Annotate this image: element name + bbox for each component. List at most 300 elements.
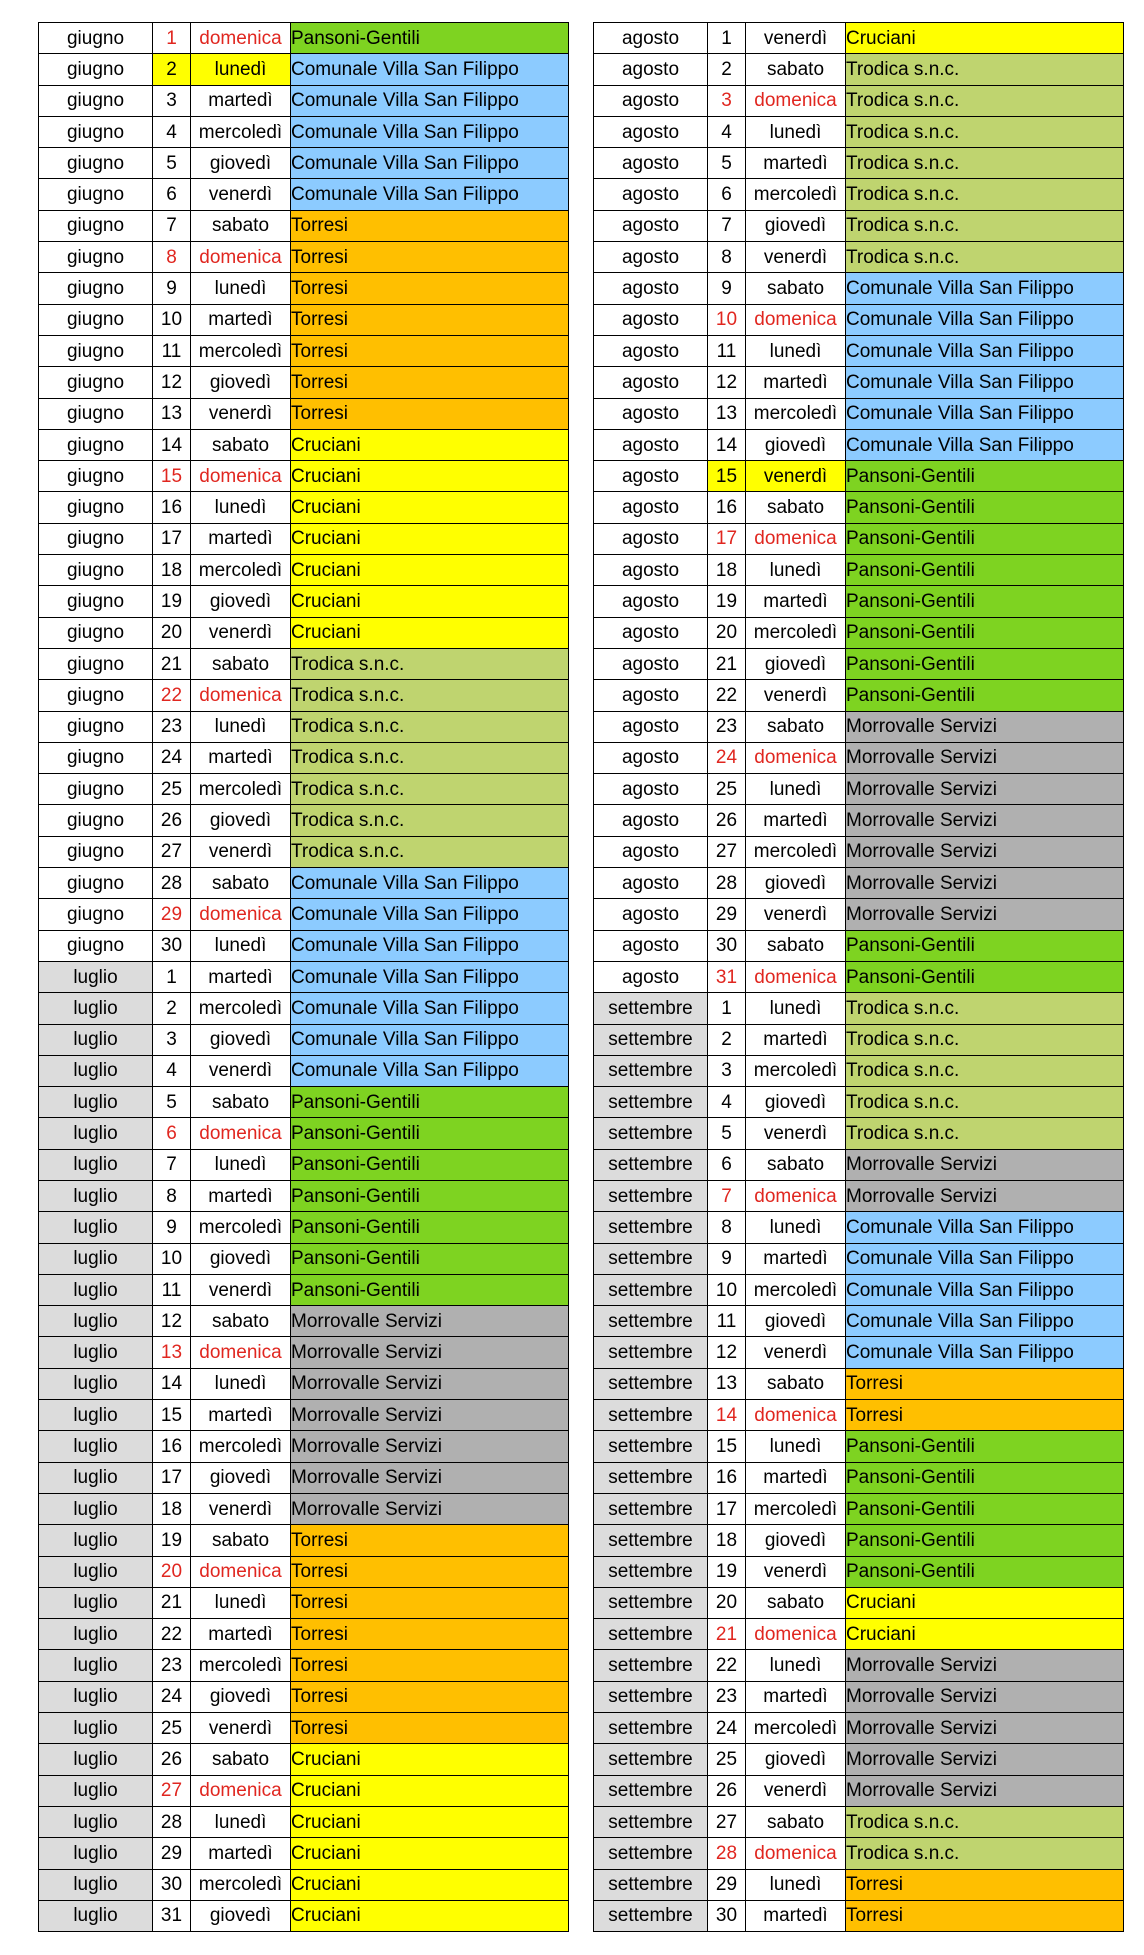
- weekday-cell: venerdì: [191, 1055, 291, 1086]
- assignee-cell: Comunale Villa San Filippo: [291, 1024, 569, 1055]
- table-row: [39, 680, 569, 711]
- table-row: [594, 85, 1124, 116]
- assignee-cell: Comunale Villa San Filippo: [846, 1337, 1124, 1368]
- weekday-cell: lunedì: [191, 930, 291, 961]
- assignee-cell: Cruciani: [846, 23, 1124, 54]
- weekday-cell: giovedì: [191, 1024, 291, 1055]
- day-number-cell: 13: [153, 398, 191, 429]
- assignee-cell: Torresi: [291, 398, 569, 429]
- weekday-cell: mercoledì: [746, 836, 846, 867]
- day-number-cell: 29: [708, 1869, 746, 1900]
- assignee-cell: Cruciani: [291, 1775, 569, 1806]
- day-number-cell: 26: [708, 805, 746, 836]
- table-row: [39, 1180, 569, 1211]
- day-number-cell: 26: [153, 805, 191, 836]
- day-number-cell: 6: [708, 179, 746, 210]
- table-row: [39, 54, 569, 85]
- month-cell: luglio: [39, 1775, 153, 1806]
- month-cell: giugno: [39, 273, 153, 304]
- day-number-cell: 11: [153, 335, 191, 366]
- table-row: [594, 1149, 1124, 1180]
- day-number-cell: 2: [708, 54, 746, 85]
- table-row: [594, 617, 1124, 648]
- day-number-cell: 30: [153, 1869, 191, 1900]
- weekday-cell: sabato: [746, 54, 846, 85]
- month-cell: settembre: [594, 1243, 708, 1274]
- assignee-cell: Trodica s.n.c.: [846, 85, 1124, 116]
- table-row: [594, 1493, 1124, 1524]
- month-cell: luglio: [39, 961, 153, 992]
- table-row: [594, 461, 1124, 492]
- month-cell: luglio: [39, 1024, 153, 1055]
- table-row: [39, 148, 569, 179]
- table-row: [39, 1337, 569, 1368]
- assignee-cell: Torresi: [846, 1900, 1124, 1931]
- weekday-cell: giovedì: [746, 1306, 846, 1337]
- day-number-cell: 14: [708, 1400, 746, 1431]
- weekday-cell: sabato: [191, 1087, 291, 1118]
- month-cell: settembre: [594, 1337, 708, 1368]
- weekday-cell: lunedì: [191, 492, 291, 523]
- assignee-cell: Trodica s.n.c.: [846, 1024, 1124, 1055]
- month-cell: luglio: [39, 1650, 153, 1681]
- weekday-cell: sabato: [191, 868, 291, 899]
- month-cell: luglio: [39, 1869, 153, 1900]
- assignee-cell: Torresi: [846, 1368, 1124, 1399]
- table-row: [39, 868, 569, 899]
- assignee-cell: Trodica s.n.c.: [846, 54, 1124, 85]
- table-row: [39, 1650, 569, 1681]
- assignee-cell: Trodica s.n.c.: [846, 148, 1124, 179]
- day-number-cell: 25: [153, 1713, 191, 1744]
- month-cell: luglio: [39, 1556, 153, 1587]
- month-cell: agosto: [594, 680, 708, 711]
- month-cell: giugno: [39, 242, 153, 273]
- month-cell: agosto: [594, 774, 708, 805]
- assignee-cell: Cruciani: [291, 1900, 569, 1931]
- assignee-cell: Morrovalle Servizi: [291, 1306, 569, 1337]
- day-number-cell: 17: [708, 523, 746, 554]
- month-cell: settembre: [594, 1493, 708, 1524]
- weekday-cell: giovedì: [191, 1681, 291, 1712]
- month-cell: giugno: [39, 461, 153, 492]
- table-row: [594, 899, 1124, 930]
- assignee-cell: Torresi: [291, 304, 569, 335]
- assignee-cell: Cruciani: [291, 617, 569, 648]
- weekday-cell: martedì: [191, 304, 291, 335]
- assignee-cell: Trodica s.n.c.: [846, 1838, 1124, 1869]
- day-number-cell: 18: [708, 1525, 746, 1556]
- month-cell: giugno: [39, 711, 153, 742]
- month-cell: settembre: [594, 1055, 708, 1086]
- day-number-cell: 29: [153, 1838, 191, 1869]
- weekday-cell: sabato: [191, 1525, 291, 1556]
- weekday-cell: mercoledì: [746, 398, 846, 429]
- month-cell: giugno: [39, 304, 153, 335]
- month-cell: luglio: [39, 1400, 153, 1431]
- day-number-cell: 9: [708, 273, 746, 304]
- assignee-cell: Pansoni-Gentili: [846, 1431, 1124, 1462]
- table-row: [594, 1744, 1124, 1775]
- month-cell: settembre: [594, 1274, 708, 1305]
- month-cell: luglio: [39, 1243, 153, 1274]
- month-cell: giugno: [39, 617, 153, 648]
- assignee-cell: Comunale Villa San Filippo: [291, 868, 569, 899]
- table-row: [39, 1587, 569, 1618]
- assignee-cell: Comunale Villa San Filippo: [291, 85, 569, 116]
- weekday-cell: martedì: [191, 1180, 291, 1211]
- table-row: [39, 1118, 569, 1149]
- table-row: [594, 1525, 1124, 1556]
- month-cell: agosto: [594, 523, 708, 554]
- assignee-cell: Torresi: [291, 210, 569, 241]
- weekday-cell: domenica: [746, 1400, 846, 1431]
- day-number-cell: 20: [708, 1587, 746, 1618]
- day-number-cell: 13: [708, 398, 746, 429]
- assignee-cell: Comunale Villa San Filippo: [846, 335, 1124, 366]
- day-number-cell: 12: [708, 367, 746, 398]
- table-row: [594, 1306, 1124, 1337]
- assignee-cell: Cruciani: [291, 555, 569, 586]
- assignee-cell: Trodica s.n.c.: [291, 648, 569, 679]
- month-cell: settembre: [594, 1869, 708, 1900]
- weekday-cell: giovedì: [191, 1462, 291, 1493]
- weekday-cell: martedì: [746, 367, 846, 398]
- table-row: [39, 1431, 569, 1462]
- month-cell: agosto: [594, 461, 708, 492]
- table-row: [594, 1400, 1124, 1431]
- day-number-cell: 16: [153, 1431, 191, 1462]
- table-row: [39, 1055, 569, 1086]
- assignee-cell: Trodica s.n.c.: [291, 680, 569, 711]
- assignee-cell: Cruciani: [291, 1838, 569, 1869]
- weekday-cell: venerdì: [191, 1713, 291, 1744]
- month-cell: settembre: [594, 1462, 708, 1493]
- month-cell: agosto: [594, 335, 708, 366]
- assignee-cell: Morrovalle Servizi: [846, 805, 1124, 836]
- table-row: [594, 836, 1124, 867]
- day-number-cell: 5: [708, 1118, 746, 1149]
- weekday-cell: lunedì: [191, 1806, 291, 1837]
- weekday-cell: martedì: [191, 523, 291, 554]
- assignee-cell: Morrovalle Servizi: [846, 774, 1124, 805]
- assignee-cell: Trodica s.n.c.: [846, 210, 1124, 241]
- weekday-cell: mercoledì: [191, 774, 291, 805]
- month-cell: luglio: [39, 1525, 153, 1556]
- table-row: [39, 1838, 569, 1869]
- schedule-table-right: [593, 22, 1124, 1932]
- day-number-cell: 11: [708, 335, 746, 366]
- assignee-cell: Trodica s.n.c.: [291, 774, 569, 805]
- weekday-cell: giovedì: [191, 805, 291, 836]
- weekday-cell: mercoledì: [191, 555, 291, 586]
- table-row: [39, 742, 569, 773]
- assignee-cell: Comunale Villa San Filippo: [291, 961, 569, 992]
- day-number-cell: 22: [708, 1650, 746, 1681]
- assignee-cell: Comunale Villa San Filippo: [291, 179, 569, 210]
- day-number-cell: 2: [153, 54, 191, 85]
- table-row: [594, 586, 1124, 617]
- month-cell: agosto: [594, 868, 708, 899]
- day-number-cell: 30: [708, 1900, 746, 1931]
- month-cell: agosto: [594, 899, 708, 930]
- table-row: [39, 1368, 569, 1399]
- month-cell: giugno: [39, 586, 153, 617]
- weekday-cell: venerdì: [746, 23, 846, 54]
- table-row: [594, 1055, 1124, 1086]
- assignee-cell: Comunale Villa San Filippo: [291, 993, 569, 1024]
- month-cell: agosto: [594, 210, 708, 241]
- day-number-cell: 3: [708, 85, 746, 116]
- day-number-cell: 7: [708, 1180, 746, 1211]
- day-number-cell: 21: [153, 648, 191, 679]
- table-row: [594, 1838, 1124, 1869]
- table-row: [594, 1118, 1124, 1149]
- weekday-cell: lunedì: [191, 1149, 291, 1180]
- weekday-cell: sabato: [191, 429, 291, 460]
- weekday-cell: martedì: [746, 1462, 846, 1493]
- day-number-cell: 1: [708, 23, 746, 54]
- month-cell: agosto: [594, 429, 708, 460]
- day-number-cell: 3: [708, 1055, 746, 1086]
- assignee-cell: Trodica s.n.c.: [846, 1055, 1124, 1086]
- day-number-cell: 27: [708, 836, 746, 867]
- month-cell: agosto: [594, 742, 708, 773]
- assignee-cell: Trodica s.n.c.: [846, 1118, 1124, 1149]
- assignee-cell: Morrovalle Servizi: [291, 1493, 569, 1524]
- day-number-cell: 2: [708, 1024, 746, 1055]
- day-number-cell: 22: [153, 1619, 191, 1650]
- day-number-cell: 12: [153, 1306, 191, 1337]
- weekday-cell: sabato: [746, 711, 846, 742]
- assignee-cell: Cruciani: [291, 461, 569, 492]
- weekday-cell: venerdì: [191, 179, 291, 210]
- table-row: [39, 1212, 569, 1243]
- table-row: [39, 23, 569, 54]
- month-cell: settembre: [594, 1587, 708, 1618]
- month-cell: agosto: [594, 54, 708, 85]
- day-number-cell: 20: [708, 617, 746, 648]
- table-row: [39, 1400, 569, 1431]
- table-row: [594, 335, 1124, 366]
- day-number-cell: 11: [708, 1306, 746, 1337]
- day-number-cell: 23: [153, 1650, 191, 1681]
- assignee-cell: Comunale Villa San Filippo: [291, 1055, 569, 1086]
- weekday-cell: domenica: [191, 242, 291, 273]
- day-number-cell: 21: [708, 648, 746, 679]
- table-row: [39, 1775, 569, 1806]
- assignee-cell: Torresi: [291, 242, 569, 273]
- month-cell: settembre: [594, 1400, 708, 1431]
- month-cell: luglio: [39, 1744, 153, 1775]
- day-number-cell: 28: [153, 1806, 191, 1837]
- weekday-cell: martedì: [746, 1900, 846, 1931]
- assignee-cell: Pansoni-Gentili: [291, 1180, 569, 1211]
- assignee-cell: Morrovalle Servizi: [291, 1431, 569, 1462]
- table-row: [594, 273, 1124, 304]
- day-number-cell: 7: [153, 210, 191, 241]
- table-row: [39, 1619, 569, 1650]
- day-number-cell: 19: [708, 586, 746, 617]
- weekday-cell: lunedì: [746, 774, 846, 805]
- weekday-cell: domenica: [191, 1775, 291, 1806]
- weekday-cell: venerdì: [191, 398, 291, 429]
- month-cell: agosto: [594, 492, 708, 523]
- day-number-cell: 12: [153, 367, 191, 398]
- weekday-cell: mercoledì: [191, 993, 291, 1024]
- weekday-cell: venerdì: [746, 242, 846, 273]
- month-cell: luglio: [39, 1713, 153, 1744]
- month-cell: giugno: [39, 54, 153, 85]
- day-number-cell: 7: [708, 210, 746, 241]
- day-number-cell: 1: [153, 23, 191, 54]
- weekday-cell: mercoledì: [746, 1055, 846, 1086]
- day-number-cell: 27: [153, 836, 191, 867]
- table-row: [594, 367, 1124, 398]
- table-row: [594, 711, 1124, 742]
- day-number-cell: 14: [153, 1368, 191, 1399]
- assignee-cell: Pansoni-Gentili: [291, 1274, 569, 1305]
- assignee-cell: Comunale Villa San Filippo: [291, 148, 569, 179]
- day-number-cell: 16: [153, 492, 191, 523]
- month-cell: settembre: [594, 1900, 708, 1931]
- weekday-cell: mercoledì: [746, 617, 846, 648]
- day-number-cell: 9: [708, 1243, 746, 1274]
- month-cell: agosto: [594, 648, 708, 679]
- month-cell: giugno: [39, 930, 153, 961]
- weekday-cell: domenica: [191, 1118, 291, 1149]
- month-cell: giugno: [39, 680, 153, 711]
- day-number-cell: 10: [708, 1274, 746, 1305]
- assignee-cell: Morrovalle Servizi: [846, 1775, 1124, 1806]
- assignee-cell: Torresi: [291, 1619, 569, 1650]
- weekday-cell: martedì: [191, 85, 291, 116]
- month-cell: agosto: [594, 711, 708, 742]
- month-cell: luglio: [39, 1212, 153, 1243]
- table-row: [594, 1368, 1124, 1399]
- table-row: [39, 1024, 569, 1055]
- table-row: [39, 273, 569, 304]
- day-number-cell: 8: [708, 1212, 746, 1243]
- weekday-cell: lunedì: [746, 1869, 846, 1900]
- assignee-cell: Morrovalle Servizi: [846, 1713, 1124, 1744]
- assignee-cell: Morrovalle Servizi: [291, 1368, 569, 1399]
- weekday-cell: domenica: [191, 1337, 291, 1368]
- weekday-cell: domenica: [746, 742, 846, 773]
- day-number-cell: 19: [153, 586, 191, 617]
- weekday-cell: mercoledì: [191, 116, 291, 147]
- assignee-cell: Morrovalle Servizi: [291, 1337, 569, 1368]
- weekday-cell: giovedì: [191, 586, 291, 617]
- month-cell: agosto: [594, 179, 708, 210]
- month-cell: giugno: [39, 335, 153, 366]
- assignee-cell: Torresi: [846, 1400, 1124, 1431]
- table-row: [594, 210, 1124, 241]
- assignee-cell: Pansoni-Gentili: [846, 648, 1124, 679]
- weekday-cell: domenica: [746, 85, 846, 116]
- weekday-cell: giovedì: [191, 1243, 291, 1274]
- day-number-cell: 21: [153, 1587, 191, 1618]
- day-number-cell: 5: [153, 1087, 191, 1118]
- month-cell: giugno: [39, 85, 153, 116]
- month-cell: settembre: [594, 993, 708, 1024]
- day-number-cell: 6: [708, 1149, 746, 1180]
- day-number-cell: 15: [153, 461, 191, 492]
- weekday-cell: lunedì: [746, 1212, 846, 1243]
- day-number-cell: 31: [153, 1900, 191, 1931]
- day-number-cell: 13: [153, 1337, 191, 1368]
- month-cell: luglio: [39, 1055, 153, 1086]
- assignee-cell: Pansoni-Gentili: [291, 1118, 569, 1149]
- month-cell: giugno: [39, 805, 153, 836]
- weekday-cell: martedì: [746, 1243, 846, 1274]
- table-row: [594, 148, 1124, 179]
- month-cell: settembre: [594, 1212, 708, 1243]
- day-number-cell: 21: [708, 1619, 746, 1650]
- month-cell: settembre: [594, 1650, 708, 1681]
- month-cell: agosto: [594, 23, 708, 54]
- day-number-cell: 23: [708, 711, 746, 742]
- month-cell: agosto: [594, 805, 708, 836]
- weekday-cell: domenica: [746, 1619, 846, 1650]
- table-row: [39, 1525, 569, 1556]
- assignee-cell: Morrovalle Servizi: [846, 836, 1124, 867]
- weekday-cell: mercoledì: [746, 1493, 846, 1524]
- assignee-cell: Comunale Villa San Filippo: [846, 429, 1124, 460]
- weekday-cell: domenica: [191, 23, 291, 54]
- weekday-cell: lunedì: [191, 1368, 291, 1399]
- month-cell: luglio: [39, 1462, 153, 1493]
- assignee-cell: Trodica s.n.c.: [846, 993, 1124, 1024]
- month-cell: settembre: [594, 1087, 708, 1118]
- table-row: [39, 429, 569, 460]
- month-cell: luglio: [39, 1118, 153, 1149]
- assignee-cell: Pansoni-Gentili: [291, 1212, 569, 1243]
- month-cell: giugno: [39, 116, 153, 147]
- assignee-cell: Pansoni-Gentili: [846, 1462, 1124, 1493]
- table-row: [594, 1180, 1124, 1211]
- weekday-cell: lunedì: [746, 993, 846, 1024]
- assignee-cell: Morrovalle Servizi: [846, 868, 1124, 899]
- table-row: [39, 836, 569, 867]
- table-row: [594, 523, 1124, 554]
- month-cell: luglio: [39, 1431, 153, 1462]
- month-cell: agosto: [594, 304, 708, 335]
- month-cell: agosto: [594, 961, 708, 992]
- assignee-cell: Pansoni-Gentili: [846, 586, 1124, 617]
- weekday-cell: lunedì: [746, 1431, 846, 1462]
- weekday-cell: sabato: [191, 648, 291, 679]
- month-cell: settembre: [594, 1180, 708, 1211]
- weekday-cell: martedì: [191, 1400, 291, 1431]
- table-row: [39, 1744, 569, 1775]
- table-row: [594, 1775, 1124, 1806]
- month-cell: settembre: [594, 1525, 708, 1556]
- table-row: [39, 1149, 569, 1180]
- assignee-cell: Trodica s.n.c.: [846, 179, 1124, 210]
- month-cell: giugno: [39, 555, 153, 586]
- table-row: [39, 1306, 569, 1337]
- table-row: [39, 398, 569, 429]
- assignee-cell: Morrovalle Servizi: [846, 899, 1124, 930]
- month-cell: settembre: [594, 1744, 708, 1775]
- table-row: [594, 1587, 1124, 1618]
- weekday-cell: sabato: [191, 210, 291, 241]
- weekday-cell: giovedì: [746, 648, 846, 679]
- table-row: [594, 398, 1124, 429]
- assignee-cell: Morrovalle Servizi: [846, 1149, 1124, 1180]
- table-row: [594, 680, 1124, 711]
